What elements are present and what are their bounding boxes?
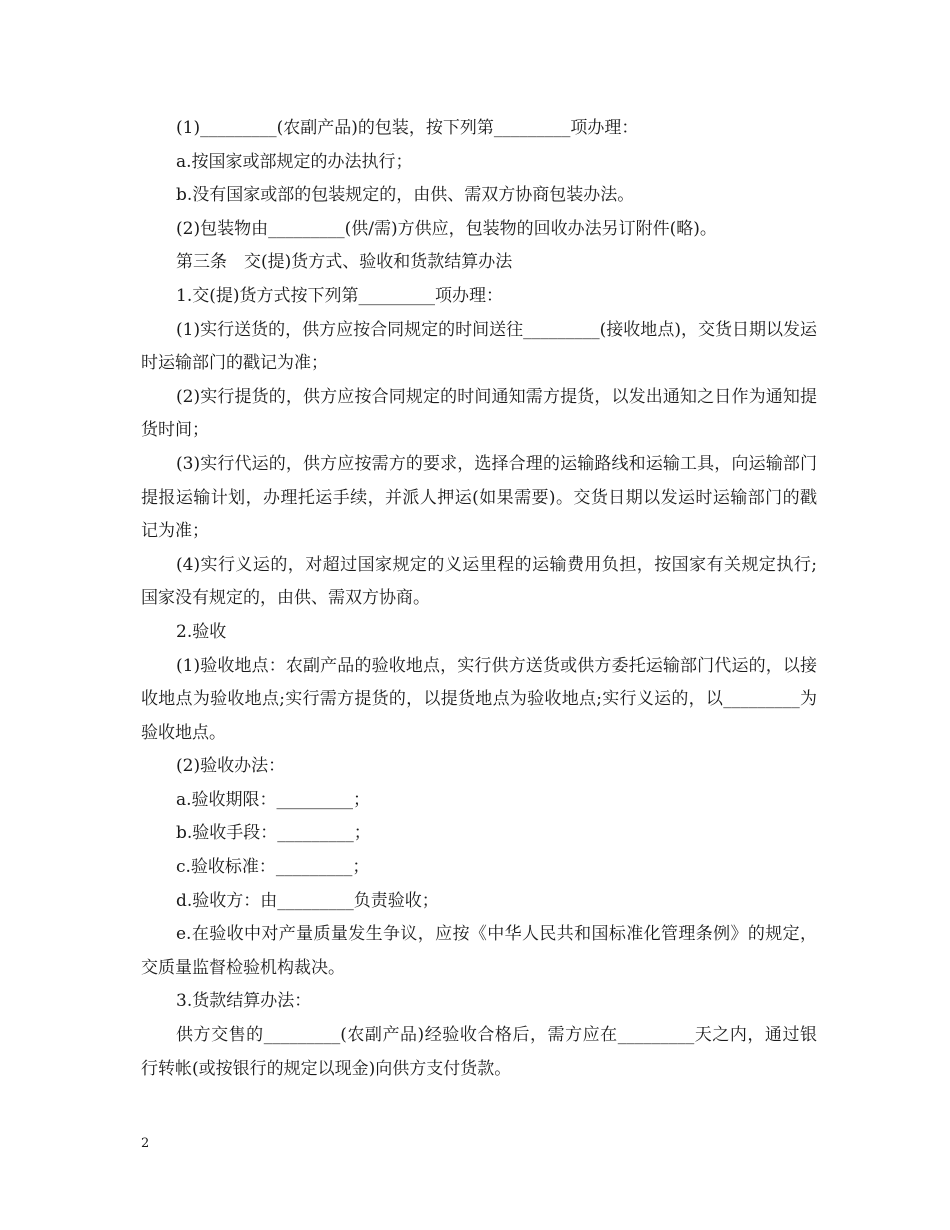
paragraph-inspection-standard: c.验收标准：_________； xyxy=(176,857,370,878)
article-three-heading: 第三条 交(提)货方式、验收和货款结算办法 xyxy=(176,252,513,273)
paragraph-delivery-2: (2)实行提货的，供方应按合同规定的时间通知需方提货，以发出通知之日作为通知提货时间； xyxy=(141,386,817,441)
paragraph-packaging-2: (2)包装物由_________(供/需)方供应，包装物的回收办法另订附件(略)。 xyxy=(176,218,717,239)
paragraph-inspection-method: (2)验收办法： xyxy=(176,756,286,777)
section-inspection-heading: 2.验收 xyxy=(176,621,227,642)
document-body xyxy=(141,112,817,1086)
paragraph-inspection-period: a.验收期限：_________； xyxy=(176,789,371,810)
paragraph-inspection-means: b.验收手段：_________； xyxy=(176,823,371,844)
paragraph-packaging-option-b: b.没有国家或部的包装规定的，由供、需双方协商包装办法。 xyxy=(176,185,635,206)
paragraph-delivery-method: 1.交(提)货方式按下列第_________项办理： xyxy=(176,285,503,306)
paragraph-packaging-option-a: a.按国家或部规定的办法执行； xyxy=(176,151,413,172)
paragraph-inspection-party: d.验收方：由_________负责验收； xyxy=(176,890,439,911)
paragraph-inspection-location: (1)验收地点：农副产品的验收地点，实行供方送货或供方委托运输部门代运的，以接收地点为验收地点;实行需方提货的，以提货地点为验收地点;实行义运的，以_________为验收地点。 xyxy=(141,655,817,743)
paragraph-delivery-3: (3)实行代运的，供方应按需方的要求，选择合理的运输路线和运输工具，向运输部门提报运输计划，办理托运手续，并派人押运(如果需要)。交货日期以发运时运输部门的戳记为准； xyxy=(141,453,817,542)
paragraph-inspection-dispute: e.在验收中对产量质量发生争议，应按《中华人民共和国标准化管理条例》的规定，交质量监督检验机构裁决。 xyxy=(141,924,817,978)
paragraph-delivery-1: (1)实行送货的，供方应按合同规定的时间送往_________(接收地点)，交货日期以发运时运输部门的戳记为准； xyxy=(141,319,817,374)
paragraph-packaging-1: (1)_________(农副产品)的包装，按下列第_________项办理： xyxy=(176,118,639,138)
section-payment-heading: 3.货款结算办法： xyxy=(176,991,312,1012)
page-number: 2 xyxy=(141,1136,150,1151)
paragraph-delivery-4: (4)实行义运的，对超过国家规定的义运里程的运输费用负担，按国家有关规定执行;国家没有规定的，由供、需双方协商。 xyxy=(141,554,817,609)
paragraph-payment: 供方交售的_________(农副产品)经验收合格后，需方应在_________天之内，通过银行转帐(或按银行的规定以现金)向供方支付货款。 xyxy=(141,1025,817,1079)
